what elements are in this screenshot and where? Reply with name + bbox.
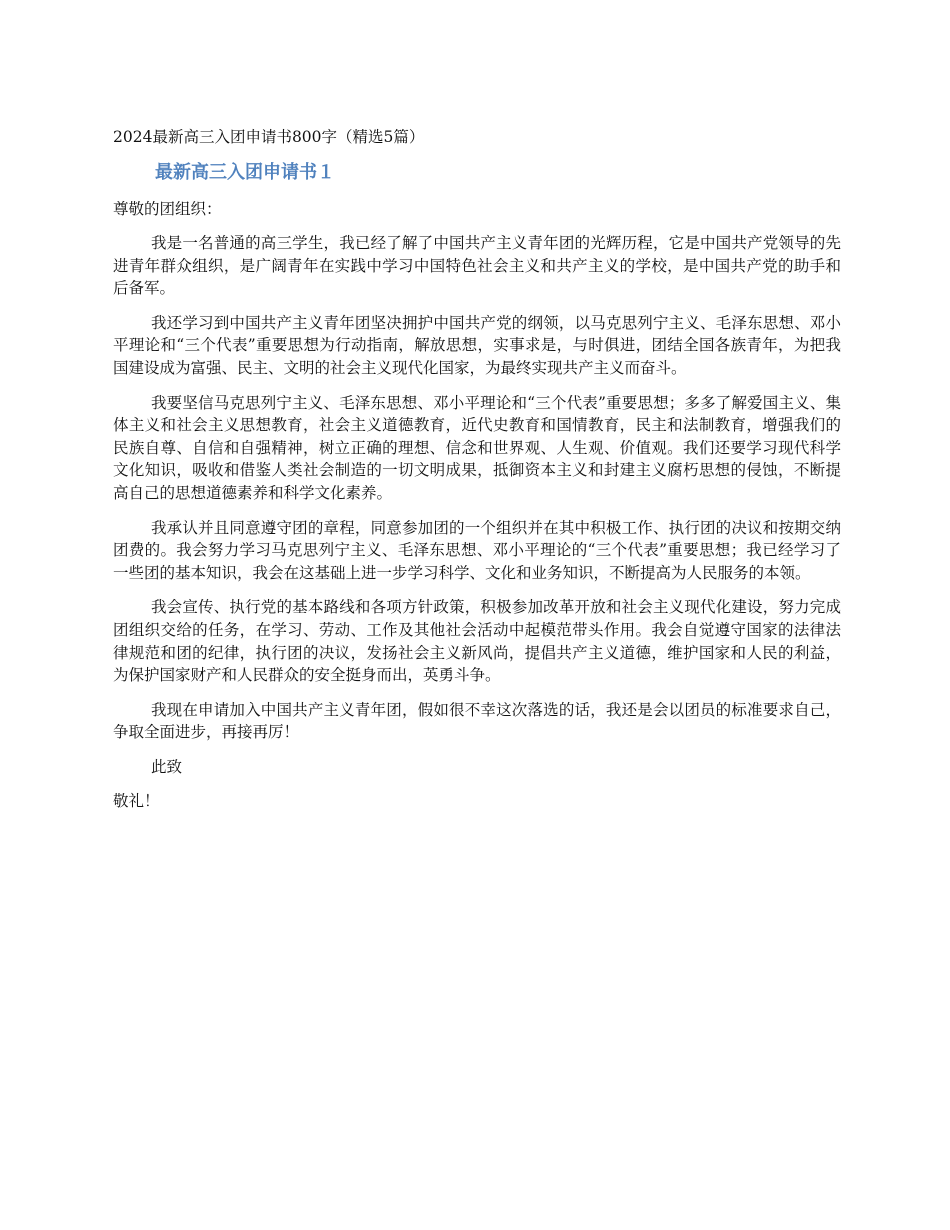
closing-line: 此致 — [151, 757, 183, 776]
body-paragraph: 我是一名普通的高三学生，我已经了解了中国共产主义青年团的光辉历程，它是中国共产党领导的先进青年群众组织，是广阔青年在实践中学习中国特色社会主义和共产主义的学校，是中国共产党的助手和后备军。 — [113, 234, 841, 298]
body-paragraph: 我承认并且同意遵守团的章程，同意参加团的一个组织并在其中积极工作、执行团的决议和按期交纳团费的。我会努力学习马克思列宁主义、毛泽东思想、邓小平理论的“三个代表”重要思想；我已经学习了一些团的基本知识，我会在这基础上进一步学习科学、文化和业务知识，不断提高为人民服务的本领。 — [113, 518, 841, 582]
document-page — [113, 126, 841, 812]
section-heading: 最新高三入团申请书１ — [155, 162, 335, 183]
regards-line: 敬礼！ — [113, 791, 160, 810]
body-paragraph: 我现在申请加入中国共产主义青年团，假如很不幸这次落选的话，我还是会以团员的标准要求自己，争取全面进步，再接再厉！ — [113, 700, 841, 742]
salutation: 尊敬的团组织： — [113, 200, 222, 218]
body-paragraph: 我要坚信马克思列宁主义、毛泽东思想、邓小平理论和“三个代表”重要思想；多多了解爱国主义、集体主义和社会主义思想教育，社会主义道德教育，近代史教育和国情教育，民主和法制教育，增强我们的民族自尊、自信和自强精神，树立正确的理想、信念和世界观、人生观、价值观。我们还要学习现代科学文化知识，吸收和借鉴人类社会制造的一切文明成果，抵御资本主义和封建主义腐朽思想的侵蚀，不断提高自己的思想道德素养和科学文化素养。 — [113, 393, 841, 502]
document-title: 2024最新高三入团申请书800字（精选5篇） — [113, 128, 425, 146]
body-paragraph: 我会宣传、执行党的基本路线和各项方针政策，积极参加改革开放和社会主义现代化建设，努力完成团组织交给的任务，在学习、劳动、工作及其他社会活动中起模范带头作用。我会自觉遵守国家的法律法律规范和团的纪律，执行团的决议，发扬社会主义新风尚，提倡共产主义道德，维护国家和人民的利益，为保护国家财产和人民群众的安全挺身而出，英勇斗争。 — [113, 598, 841, 685]
body-paragraph: 我还学习到中国共产主义青年团坚决拥护中国共产党的纲领，以马克思列宁主义、毛泽东思想、邓小平理论和“三个代表”重要思想为行动指南，解放思想，实事求是，与时俱进，团结全国各族青年，为把我国建设成为富强、民主、文明的社会主义现代化国家，为最终实现共产主义而奋斗。 — [113, 313, 841, 377]
